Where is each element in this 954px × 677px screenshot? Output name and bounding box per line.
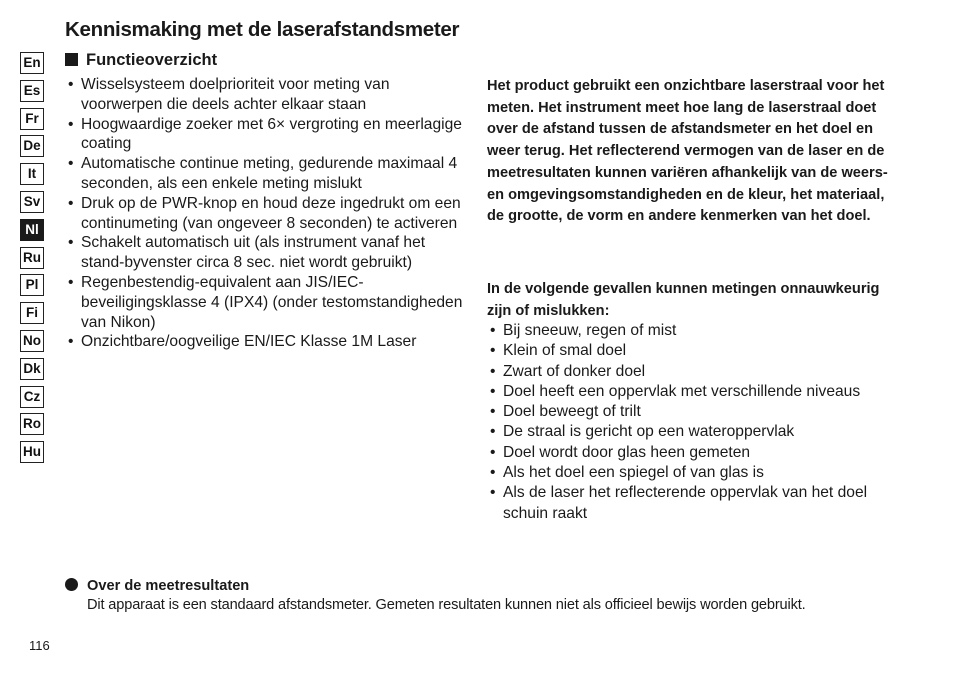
language-tab-cz[interactable]: Cz bbox=[20, 386, 44, 408]
language-tab-de[interactable]: De bbox=[20, 135, 44, 157]
circle-bullet-icon bbox=[65, 578, 78, 591]
list-item: • Bij sneeuw, regen of mist bbox=[488, 321, 888, 341]
language-tab-it[interactable]: It bbox=[20, 163, 44, 185]
language-tab-ru[interactable]: Ru bbox=[20, 247, 44, 269]
language-tab-nl[interactable]: Nl bbox=[20, 219, 44, 241]
note-body: Dit apparaat is een standaard afstandsmeter. Gemeten resultaten kunnen niet als officieel bewijs worden gebruikt. bbox=[87, 597, 806, 613]
features-heading bbox=[65, 51, 217, 70]
square-bullet-icon bbox=[65, 53, 78, 66]
note-heading-text: Over de meetresultaten bbox=[87, 578, 250, 594]
language-tab-fi[interactable]: Fi bbox=[20, 302, 44, 324]
list-item: • Klein of smal doel bbox=[488, 341, 888, 361]
intro-paragraph: Het product gebruikt een onzichtbare laserstraal voor het meten. Het instrument meet hoe lang de laserstraal doet over de afstand tussen de afstandsmeter en het doel en weer terug. Het reflecterend vermogen van de laser en de meetresultaten kunnen variëren afhankelijk van de weers- en omgevingsomstandigheden en de kleur, het materiaal, de grootte, de vorm en andere kenmerken van het doel. bbox=[487, 78, 888, 225]
list-item: • Doel beweegt of trilt bbox=[488, 402, 888, 422]
list-item: • Doel wordt door glas heen gemeten bbox=[488, 443, 888, 463]
note-section bbox=[65, 576, 945, 615]
page-number: 116 bbox=[29, 638, 50, 653]
feature-list bbox=[66, 75, 466, 352]
language-tab-no[interactable]: No bbox=[20, 330, 44, 352]
list-item: • Zwart of donker doel bbox=[488, 362, 888, 382]
list-item: • Druk op de PWR-knop en houd deze ingedrukt om een continumeting (van ongeveer 8 seconden) te activeren bbox=[66, 194, 466, 234]
language-tab-sv[interactable]: Sv bbox=[20, 191, 44, 213]
list-item: • Als het doel een spiegel of van glas is bbox=[488, 463, 888, 483]
language-tab-ro[interactable]: Ro bbox=[20, 413, 44, 435]
language-tabs bbox=[20, 52, 44, 469]
language-tab-es[interactable]: Es bbox=[20, 80, 44, 102]
page-title: Kennismaking met de laserafstandsmeter bbox=[65, 18, 460, 41]
list-item: • Regenbestendig-equivalent aan JIS/IEC-beveiligingsklasse 4 (IPX4) (onder testomstandigheden van Nikon) bbox=[66, 273, 466, 332]
list-item: • Hoogwaardige zoeker met 6× vergroting en meerlagige coating bbox=[66, 115, 466, 155]
list-item: • Onzichtbare/oogveilige EN/IEC Klasse 1M Laser bbox=[66, 332, 466, 352]
list-item: • De straal is gericht op een wateroppervlak bbox=[488, 422, 888, 442]
language-tab-en[interactable]: En bbox=[20, 52, 44, 74]
conditions-heading: In de volgende gevallen kunnen metingen onnauwkeurig zijn of mislukken: bbox=[487, 281, 880, 319]
language-tab-fr[interactable]: Fr bbox=[20, 108, 44, 130]
language-tab-pl[interactable]: Pl bbox=[20, 274, 44, 296]
list-item: • Schakelt automatisch uit (als instrument vanaf het stand-byvenster circa 8 sec. niet wordt gebruikt) bbox=[66, 233, 466, 273]
list-item: • Doel heeft een oppervlak met verschillende niveaus bbox=[488, 382, 888, 402]
features-heading-text: Functieoverzicht bbox=[86, 51, 218, 69]
language-tab-hu[interactable]: Hu bbox=[20, 441, 44, 463]
language-tab-dk[interactable]: Dk bbox=[20, 358, 44, 380]
list-item: • Automatische continue meting, gedurende maximaal 4 seconden, als een enkele meting mislukt bbox=[66, 154, 466, 194]
note-heading bbox=[65, 576, 945, 596]
conditions-list bbox=[488, 321, 888, 524]
list-item: • Als de laser het reflecterende oppervlak van het doel schuin raakt bbox=[488, 483, 888, 524]
list-item: • Wisselsysteem doelprioriteit voor meting van voorwerpen die deels achter elkaar staan bbox=[66, 75, 466, 115]
